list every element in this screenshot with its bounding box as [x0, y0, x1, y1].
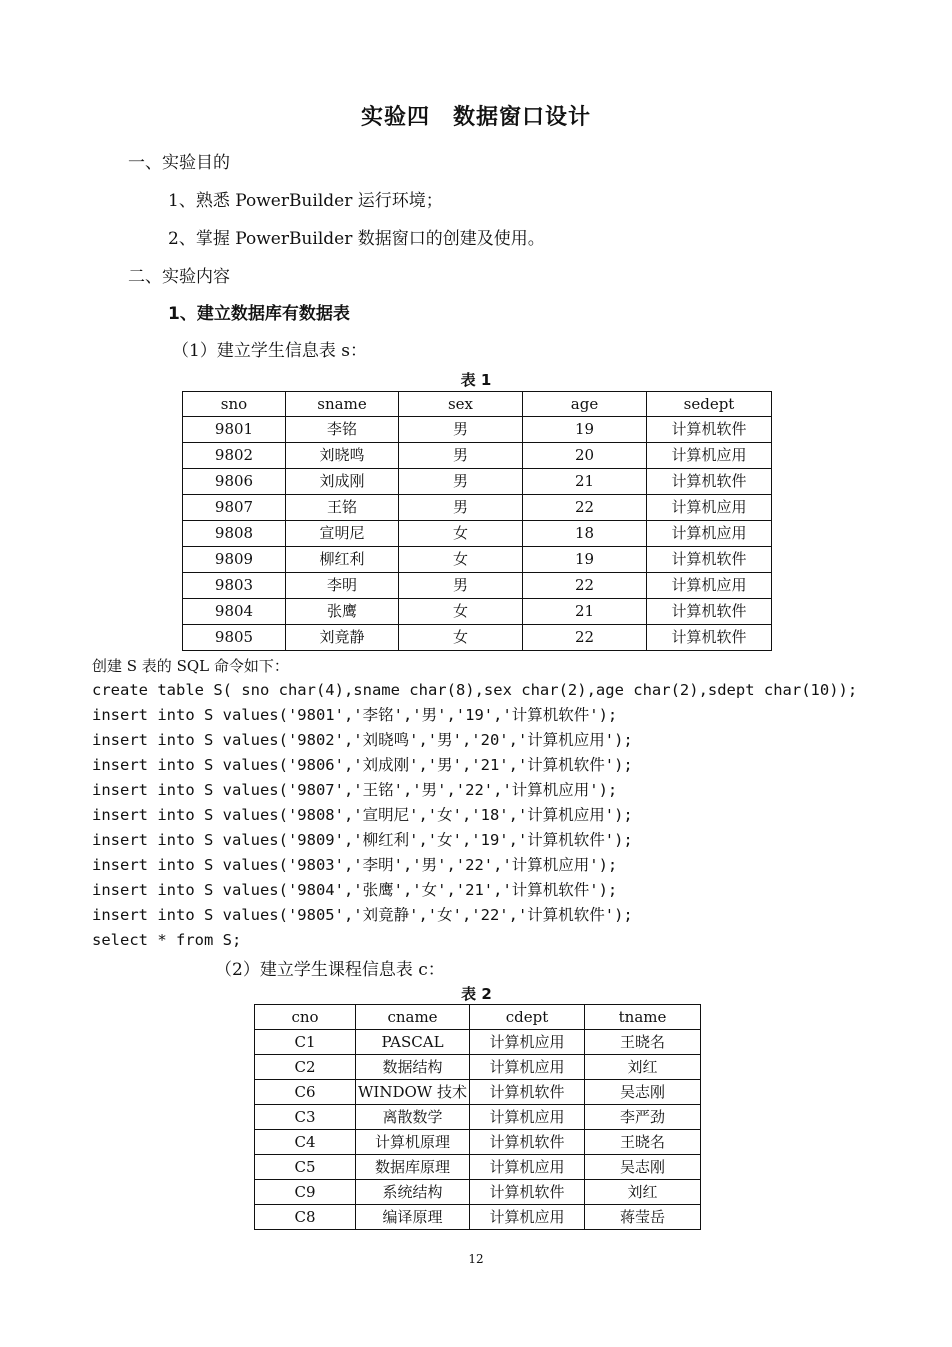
table-cell: 刘竟静 [286, 625, 399, 651]
sql-line: insert into S values('9803','李明','男','22','计算机应用'); [92, 856, 618, 874]
subsection-heading: 1、建立数据库有数据表 [168, 304, 350, 324]
table-cell: 男 [399, 469, 523, 495]
table-cell: 吴志刚 [585, 1155, 701, 1180]
table-cell: 22 [523, 573, 647, 599]
table-cell: 9805 [183, 625, 286, 651]
table-cell: 计算机软件 [647, 547, 772, 573]
table-cell: 计算机软件 [470, 1180, 585, 1205]
table-row [183, 495, 772, 521]
step-1-label: （1）建立学生信息表 s： [172, 341, 367, 361]
table-cell: 20 [523, 443, 647, 469]
table-cell: C2 [255, 1055, 356, 1080]
table-cell: 9808 [183, 521, 286, 547]
column-header: sno [183, 392, 286, 417]
table-row [183, 573, 772, 599]
table-row [183, 417, 772, 443]
column-header: cdept [470, 1005, 585, 1030]
table-cell: 编译原理 [356, 1205, 470, 1230]
student-table [182, 391, 772, 651]
table-cell: 9803 [183, 573, 286, 599]
table-cell: C1 [255, 1030, 356, 1055]
table-row [255, 1080, 701, 1105]
table-cell: 计算机应用 [470, 1105, 585, 1130]
table-cell: 王铭 [286, 495, 399, 521]
table-cell: 9806 [183, 469, 286, 495]
table-row [255, 1055, 701, 1080]
table-cell: 计算机应用 [647, 573, 772, 599]
column-header: cno [255, 1005, 356, 1030]
sql-line: insert into S values('9801','李铭','男','19','计算机软件'); [92, 706, 618, 724]
table-cell: PASCAL [356, 1030, 470, 1055]
table-cell: 计算机软件 [647, 625, 772, 651]
table-cell: 计算机软件 [470, 1080, 585, 1105]
table-cell: 计算机软件 [647, 599, 772, 625]
page-title: 实验四 数据窗口设计 [360, 105, 591, 130]
table-cell: 计算机应用 [647, 443, 772, 469]
table-cell: 计算机应用 [470, 1155, 585, 1180]
table-cell: 宣明尼 [286, 521, 399, 547]
table-cell: 男 [399, 443, 523, 469]
table-row [183, 469, 772, 495]
sql-line: create table S( sno char(4),sname char(8),sex char(2),age char(2),sdept char(10)); [92, 681, 858, 699]
section-heading-purpose: 一、实验目的 [128, 153, 230, 173]
table1-caption: 表 1 [460, 371, 492, 389]
table-row [183, 521, 772, 547]
table-header-row [255, 1005, 701, 1030]
table-cell: 系统结构 [356, 1180, 470, 1205]
table-cell: 计算机原理 [356, 1130, 470, 1155]
table2-caption: 表 2 [461, 985, 492, 1003]
sql-code-block [92, 678, 857, 953]
step-2-label: （2）建立学生课程信息表 c： [215, 960, 445, 980]
table-cell: 计算机应用 [647, 495, 772, 521]
table-cell: 9804 [183, 599, 286, 625]
table-row [255, 1205, 701, 1230]
column-header: sedept [647, 392, 772, 417]
table-cell: 男 [399, 417, 523, 443]
table-cell: 刘晓鸣 [286, 443, 399, 469]
purpose-item-2: 2、掌握 PowerBuilder 数据窗口的创建及使用。 [168, 229, 545, 249]
column-header: cname [356, 1005, 470, 1030]
table-cell: 女 [399, 547, 523, 573]
table-cell: 计算机软件 [647, 469, 772, 495]
sql-line: insert into S values('9802','刘晓鸣','男','20','计算机应用'); [92, 731, 633, 749]
sql-line: insert into S values('9805','刘竟静','女','22','计算机软件'); [92, 906, 633, 924]
table-cell: 王晓名 [585, 1030, 701, 1055]
table-cell: 李铭 [286, 417, 399, 443]
table-cell: 数据库原理 [356, 1155, 470, 1180]
table-cell: 计算机应用 [470, 1055, 585, 1080]
table-cell: 计算机软件 [470, 1130, 585, 1155]
table-cell: 9809 [183, 547, 286, 573]
table-cell: 计算机应用 [647, 521, 772, 547]
table-cell: C3 [255, 1105, 356, 1130]
sql-line: insert into S values('9806','刘成刚','男','21','计算机软件'); [92, 756, 633, 774]
table-cell: 男 [399, 573, 523, 599]
table-cell: 数据结构 [356, 1055, 470, 1080]
table-cell: 王晓名 [585, 1130, 701, 1155]
table-cell: 张鹰 [286, 599, 399, 625]
table-cell: 计算机应用 [470, 1030, 585, 1055]
sql-line: insert into S values('9808','宣明尼','女','18','计算机应用'); [92, 806, 633, 824]
table-cell: 计算机应用 [470, 1205, 585, 1230]
column-header: tname [585, 1005, 701, 1030]
table-row [183, 547, 772, 573]
table-cell: 刘红 [585, 1180, 701, 1205]
table-header-row [183, 392, 772, 417]
column-header: sex [399, 392, 523, 417]
table-cell: 22 [523, 625, 647, 651]
table-cell: 18 [523, 521, 647, 547]
sql-line: insert into S values('9809','柳红利','女','19','计算机软件'); [92, 831, 633, 849]
table-cell: 蒋莹岳 [585, 1205, 701, 1230]
table-cell: C5 [255, 1155, 356, 1180]
table-cell: 女 [399, 521, 523, 547]
table-cell: 吴志刚 [585, 1080, 701, 1105]
table-cell: 计算机软件 [647, 417, 772, 443]
table-cell: 李明 [286, 573, 399, 599]
table-cell: 女 [399, 599, 523, 625]
table-cell: C4 [255, 1130, 356, 1155]
table-cell: 离散数学 [356, 1105, 470, 1130]
purpose-item-1: 1、熟悉 PowerBuilder 运行环境； [168, 191, 443, 211]
table-cell: 9801 [183, 417, 286, 443]
section-heading-content: 二、实验内容 [128, 267, 230, 287]
course-table [254, 1004, 701, 1230]
table-cell: 女 [399, 625, 523, 651]
table-row [183, 443, 772, 469]
table-cell: 19 [523, 417, 647, 443]
table-cell: 柳红利 [286, 547, 399, 573]
table-cell: 刘成刚 [286, 469, 399, 495]
table-row [255, 1155, 701, 1180]
table-row [255, 1030, 701, 1055]
table-cell: 男 [399, 495, 523, 521]
page-number: 12 [468, 1252, 484, 1266]
table-cell: C9 [255, 1180, 356, 1205]
table-row [255, 1105, 701, 1130]
table-cell: C6 [255, 1080, 356, 1105]
table-cell: C8 [255, 1205, 356, 1230]
table-cell: 21 [523, 469, 647, 495]
table-row [255, 1130, 701, 1155]
sql-line: select * from S; [92, 931, 242, 949]
table-cell: 李严劲 [585, 1105, 701, 1130]
table-cell: 19 [523, 547, 647, 573]
table-cell: 22 [523, 495, 647, 521]
table-cell: 21 [523, 599, 647, 625]
sql-intro: 创建 S 表的 SQL 命令如下： [92, 657, 289, 675]
table-row [183, 625, 772, 651]
table-cell: WINDOW 技术 [356, 1080, 470, 1105]
table-cell: 9802 [183, 443, 286, 469]
table-row [183, 599, 772, 625]
column-header: age [523, 392, 647, 417]
column-header: sname [286, 392, 399, 417]
table-row [255, 1180, 701, 1205]
sql-line: insert into S values('9804','张鹰','女','21','计算机软件'); [92, 881, 618, 899]
sql-line: insert into S values('9807','王铭','男','22','计算机应用'); [92, 781, 618, 799]
table-cell: 刘红 [585, 1055, 701, 1080]
table-cell: 9807 [183, 495, 286, 521]
